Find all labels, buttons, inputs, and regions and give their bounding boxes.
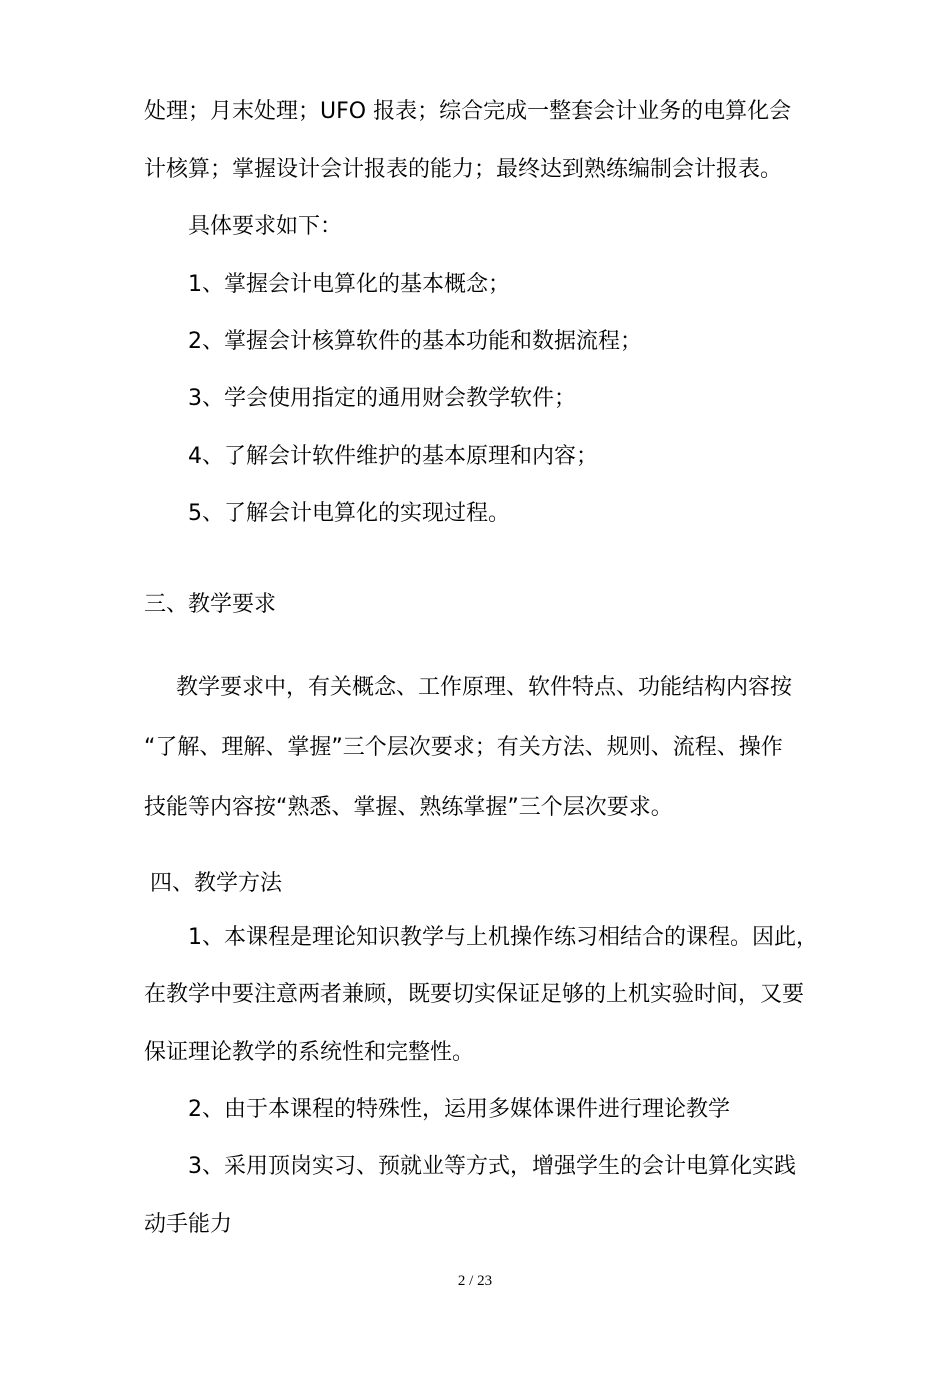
- intro-line-2: 计核算；掌握设计会计报表的能力；最终达到熟练编制会计报表。: [144, 157, 783, 182]
- section-4-line-4: 2、由于本课程的特殊性，运用多媒体课件进行理论教学: [188, 1097, 730, 1122]
- section-4-line-5: 3、采用顶岗实习、预就业等方式，增强学生的会计电算化实践: [188, 1154, 796, 1179]
- requirement-item-2: 2、掌握会计核算软件的基本功能和数据流程；: [188, 329, 642, 354]
- intro-line-1: 处理；月末处理；UFO 报表；综合完成一整套会计业务的电算化会: [144, 99, 792, 124]
- requirement-item-5: 5、了解会计电算化的实现过程。: [188, 501, 510, 526]
- section-4-line-6: 动手能力: [144, 1212, 233, 1237]
- page-number: 2 / 23: [457, 1273, 493, 1289]
- section-3-line-3: 技能等内容按“熟悉、掌握、熟练掌握”三个层次要求。: [144, 795, 673, 820]
- requirement-item-3: 3、学会使用指定的通用财会教学软件；: [188, 386, 576, 411]
- requirement-item-1: 1、掌握会计电算化的基本概念；: [188, 272, 510, 297]
- requirement-item-4: 4、了解会计软件维护的基本原理和内容；: [188, 444, 598, 469]
- section-4-title: 四、教学方法: [150, 871, 283, 896]
- section-3-line-1: 教学要求中，有关概念、工作原理、软件特点、功能结构内容按: [176, 675, 793, 700]
- requirements-heading: 具体要求如下：: [188, 214, 343, 239]
- section-4-line-3: 保证理论教学的系统性和完整性。: [144, 1040, 475, 1065]
- section-3-title: 三、教学要求: [144, 592, 277, 617]
- section-3-line-2: “了解、理解、掌握”三个层次要求；有关方法、规则、流程、操作: [144, 735, 783, 760]
- section-4-line-1: 1、本课程是理论知识教学与上机操作练习相结合的课程。因此，: [188, 925, 818, 950]
- section-4-line-2: 在教学中要注意两者兼顾，既要切实保证足够的上机实验时间，又要: [144, 982, 805, 1007]
